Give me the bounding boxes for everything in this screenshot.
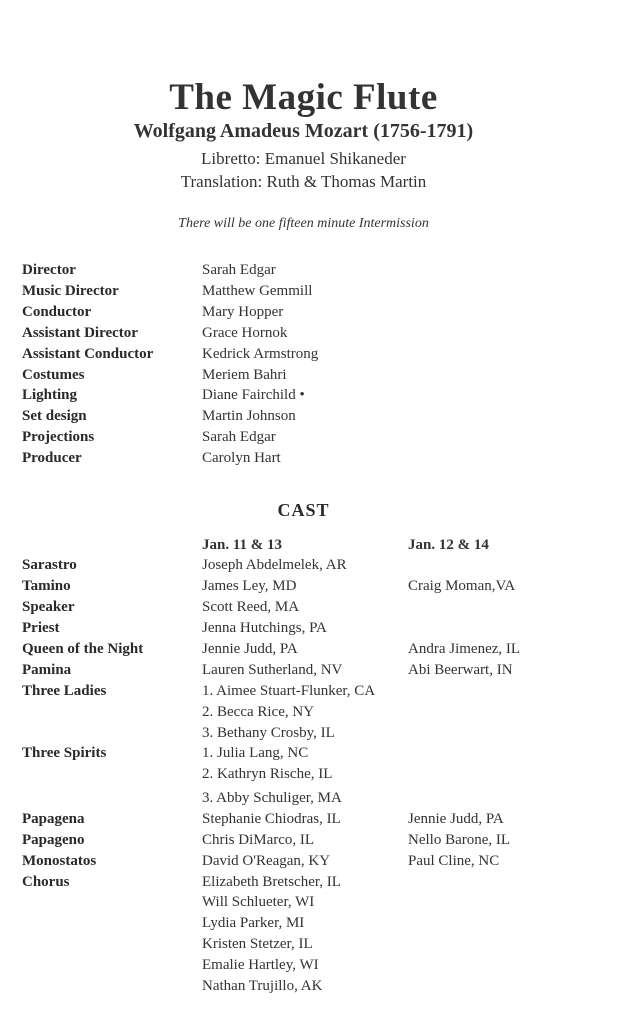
cast-role: Monostatos xyxy=(22,853,97,869)
cast-name-first-run: James Ley, MD xyxy=(202,578,297,594)
cast-name-first-run: 3. Bethany Crosby, IL xyxy=(202,725,335,741)
staff-name: Kedrick Armstrong xyxy=(202,345,319,362)
cast-name-second-run: Nello Barone, IL xyxy=(408,832,511,848)
cast-name-first-run: 3. Abby Schuliger, MA xyxy=(202,790,342,806)
staff-role: Costumes xyxy=(22,366,85,383)
cast-name-second-run: Andra Jimenez, IL xyxy=(408,641,521,657)
staff-name: Grace Hornok xyxy=(202,324,288,341)
cast-role: Queen of the Night xyxy=(22,641,144,657)
cast-name-first-run: Elizabeth Bretscher, IL xyxy=(202,874,341,890)
cast-name-first-run: 2. Kathryn Rische, IL xyxy=(202,766,333,782)
cast-role: Three Spirits xyxy=(22,745,107,761)
cast-role: Papagena xyxy=(22,811,85,827)
staff-name: Carolyn Hart xyxy=(202,450,281,467)
cast-name-first-run: Nathan Trujillo, AK xyxy=(202,978,323,994)
intermission-note: There will be one fifteen minute Intermission xyxy=(178,216,429,231)
cast-role: Chorus xyxy=(22,874,70,890)
staff-name: Matthew Gemmill xyxy=(202,282,313,299)
staff-name: Diane Fairchild • xyxy=(202,387,305,404)
cast-date-column-1: Jan. 11 & 13 xyxy=(202,537,283,553)
cast-name-first-run: 2. Becca Rice, NY xyxy=(202,704,315,720)
staff-name: Mary Hopper xyxy=(202,303,284,320)
cast-name-first-run: Lauren Sutherland, NV xyxy=(202,662,343,678)
staff-role: Assistant Conductor xyxy=(22,345,154,362)
staff-role: Set design xyxy=(22,408,87,425)
staff-role: Projections xyxy=(22,429,95,446)
cast-name-first-run: Will Schlueter, WI xyxy=(202,894,315,910)
cast-name-second-run: Abi Beerwart, IN xyxy=(408,662,513,678)
staff-role: Music Director xyxy=(22,282,119,299)
cast-name-first-run: Stephanie Chiodras, IL xyxy=(202,811,341,827)
cast-role: Tamino xyxy=(22,578,71,594)
libretto-line: Libretto: Emanuel Shikaneder xyxy=(201,149,406,168)
staff-name: Sarah Edgar xyxy=(202,429,276,446)
cast-role: Speaker xyxy=(22,599,75,615)
cast-role: Papageno xyxy=(22,832,85,848)
staff-name: Meriem Bahri xyxy=(202,366,287,383)
cast-name-first-run: Chris DiMarco, IL xyxy=(202,832,315,848)
cast-name-first-run: Jenna Hutchings, PA xyxy=(202,620,327,636)
cast-name-first-run: David O'Reagan, KY xyxy=(202,853,331,869)
cast-name-first-run: Jennie Judd, PA xyxy=(202,641,298,657)
translation-line: Translation: Ruth & Thomas Martin xyxy=(180,172,427,191)
staff-name: Martin Johnson xyxy=(202,408,296,425)
cast-name-first-run: Scott Reed, MA xyxy=(202,599,300,615)
staff-role: Lighting xyxy=(22,387,78,404)
staff-role: Assistant Director xyxy=(22,324,138,341)
staff-role: Director xyxy=(22,262,76,278)
page-title: The Magic Flute xyxy=(169,77,438,118)
cast-role: Priest xyxy=(22,620,60,636)
staff-role: Conductor xyxy=(22,303,92,320)
cast-date-column-2: Jan. 12 & 14 xyxy=(408,537,489,553)
cast-name-first-run: Joseph Abdelmelek, AR xyxy=(202,557,347,573)
staff-role: Producer xyxy=(22,450,82,467)
cast-name-second-run: Paul Cline, NC xyxy=(408,853,500,869)
cast-name-second-run: Craig Moman,VA xyxy=(408,578,516,594)
cast-name-first-run: 1. Julia Lang, NC xyxy=(202,745,309,761)
cast-name-first-run: Emalie Hartley, WI xyxy=(202,957,319,973)
cast-name-first-run: Lydia Parker, MI xyxy=(202,915,305,931)
cast-role: Three Ladies xyxy=(22,683,107,699)
cast-heading: CAST xyxy=(277,500,330,520)
cast-name-first-run: 1. Aimee Stuart-Flunker, CA xyxy=(202,683,376,699)
cast-role: Pamina xyxy=(22,662,72,678)
cast-name-second-run: Jennie Judd, PA xyxy=(408,811,504,827)
composer-subtitle: Wolfgang Amadeus Mozart (1756-1791) xyxy=(133,120,474,142)
cast-name-first-run: Kristen Stetzer, IL xyxy=(202,936,313,952)
cast-role: Sarastro xyxy=(22,557,77,573)
staff-name: Sarah Edgar xyxy=(202,262,276,278)
